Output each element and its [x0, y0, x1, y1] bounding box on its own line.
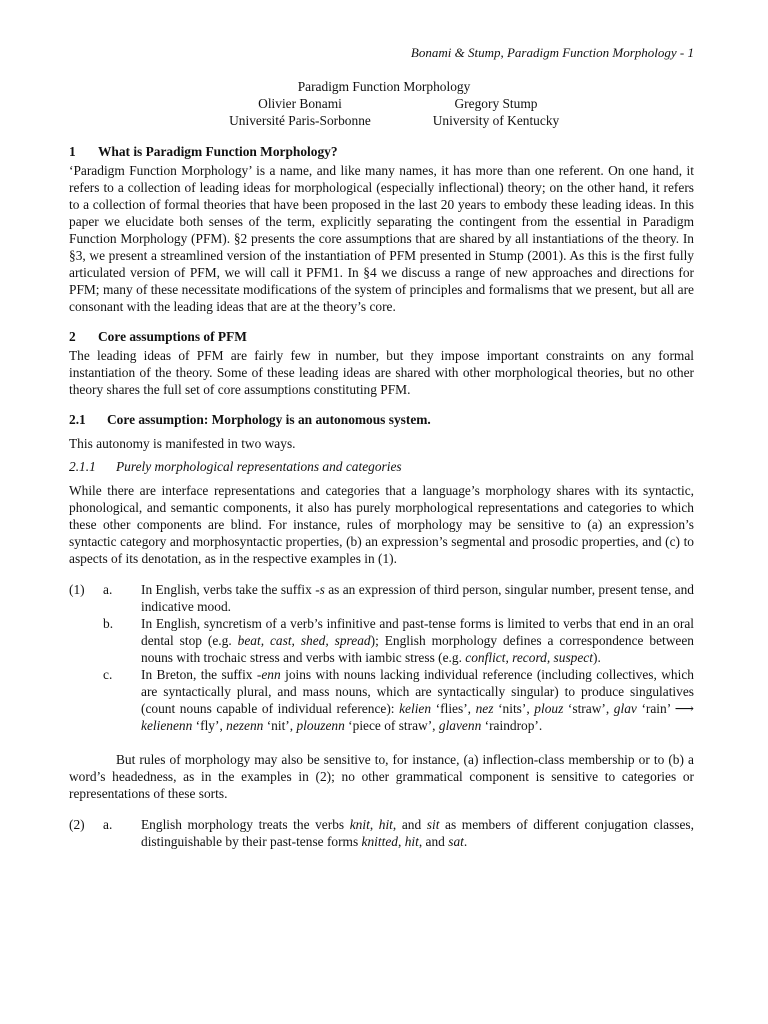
- author-name: Olivier Bonami: [258, 96, 342, 111]
- example-letter: c.: [103, 667, 113, 682]
- example-2: [69, 816, 694, 850]
- title-block: [0, 78, 768, 95]
- section-heading-2-1: 2.1 Core assumption: Morphology is an autonomous system.: [69, 412, 431, 427]
- section-1-paragraph: ‘Paradigm Function Morphology’ is a name, and like many names, it has more than one referent. On one hand, it refers to a collection of leading ideas for morphological (especially inflectional) theory; on the other hand, it refers to a collection of formal theories that have been proposed in the last 20 years to embody these leading ideas. In this paper we elucidate both senses of the term, explicitly separating the contingent from the essential in Paradigm Function Morphology (PFM). §2 presents the core assumptions that are shared by all instantiations of the theory. In §3, we present a streamlined version of the instantiation of PFM presented in Stump (2001). As this is the first fully articulated version of PFM, we will call it PFM1. In §4 we discuss a range of new approaches and directions for PFM; many of these necessitate modifications of the system of principles and formalisms that we present, but all are consonant with the leading ideas that are at the theory’s core.: [69, 163, 694, 314]
- section-2-1-1-paragraph: While there are interface representations and categories that a language’s morphology shares with its syntactic, phonological, and semantic components, it also has purely morphological representations and categories to which these other components are blind. For instance, rules of morphology may be sensitive to (a) an expression’s syntactic category and morphosyntactic properties, (b) an expression’s segmental and prosodic properties, and (c) to aspects of its denotation, as in the respective examples in (1).: [69, 483, 694, 566]
- paragraph-but: But rules of morphology may also be sensitive to, for instance, (a) inflection-class membership or to (b) a word’s headedness, as in the examples in (2); no other grammatical component is sensitive to categories or representations of these sorts.: [69, 752, 694, 801]
- example-1b: [69, 615, 694, 666]
- example-text: English morphology treats the verbs knit, hit, and sit as members of different conjugation classes, distinguishable by their past-tense forms knitted, hit, and sat.: [141, 817, 694, 849]
- author-name: Gregory Stump: [454, 96, 538, 111]
- example-1c: [69, 666, 694, 734]
- section-2-1-paragraph: This autonomy is manifested in two ways.: [69, 436, 296, 451]
- example-text: In Breton, the suffix -enn joins with nouns lacking individual reference (including collectives, which are syntactically plural, and mass nouns, which are syntactically singular) to produce singulatives (count nouns capable of individual reference): kelien ‘flies’, nez ‘nits’, plouz ‘straw’, glav ‘rain’ ⟶ kelienenn ‘fly’, nezenn ‘nit’, plouzenn ‘piece of straw’, glavenn ‘raindrop’.: [141, 667, 694, 733]
- section-heading-2: 2 Core assumptions of PFM: [69, 329, 247, 344]
- example-1a: [69, 581, 694, 615]
- example-letter: a.: [103, 817, 113, 832]
- example-number: (2): [69, 817, 85, 832]
- example-text: In English, verbs take the suffix -s as an expression of third person, singular number, present tense, and indicative mood.: [141, 582, 694, 614]
- section-2-paragraph: The leading ideas of PFM are fairly few in number, but they impose important constraints on any formal instantiation of the theory. Some of these leading ideas are shared with other morphological theories, but no other theory shares the full set of core assumptions constituting PFM.: [69, 348, 694, 397]
- example-letter: b.: [103, 616, 114, 631]
- running-head: Bonami & Stump, Paradigm Function Morphology - 1: [410, 45, 694, 60]
- example-number: (1): [69, 582, 85, 597]
- example-letter: a.: [103, 582, 113, 597]
- section-heading-2-1-1: 2.1.1 Purely morphological representations and categories: [69, 459, 402, 474]
- example-2a: [69, 816, 694, 850]
- example-text: In English, syncretism of a verb’s infinitive and past-tense forms is limited to verbs that end in an oral dental stop (e.g. beat, cast, shed, spread); English morphology defines a correspondence between nouns with trochaic stress and verbs with iambic stress (e.g. conflict, record, suspect).: [141, 616, 694, 665]
- body: [69, 143, 694, 850]
- author-affiliation: Université Paris-Sorbonne: [229, 113, 371, 128]
- paper-title: Paradigm Function Morphology: [297, 79, 471, 94]
- example-1: [69, 581, 694, 734]
- author-2: [366, 95, 626, 129]
- section-heading-1: 1 What is Paradigm Function Morphology?: [69, 144, 338, 159]
- author-affiliation: University of Kentucky: [432, 113, 560, 128]
